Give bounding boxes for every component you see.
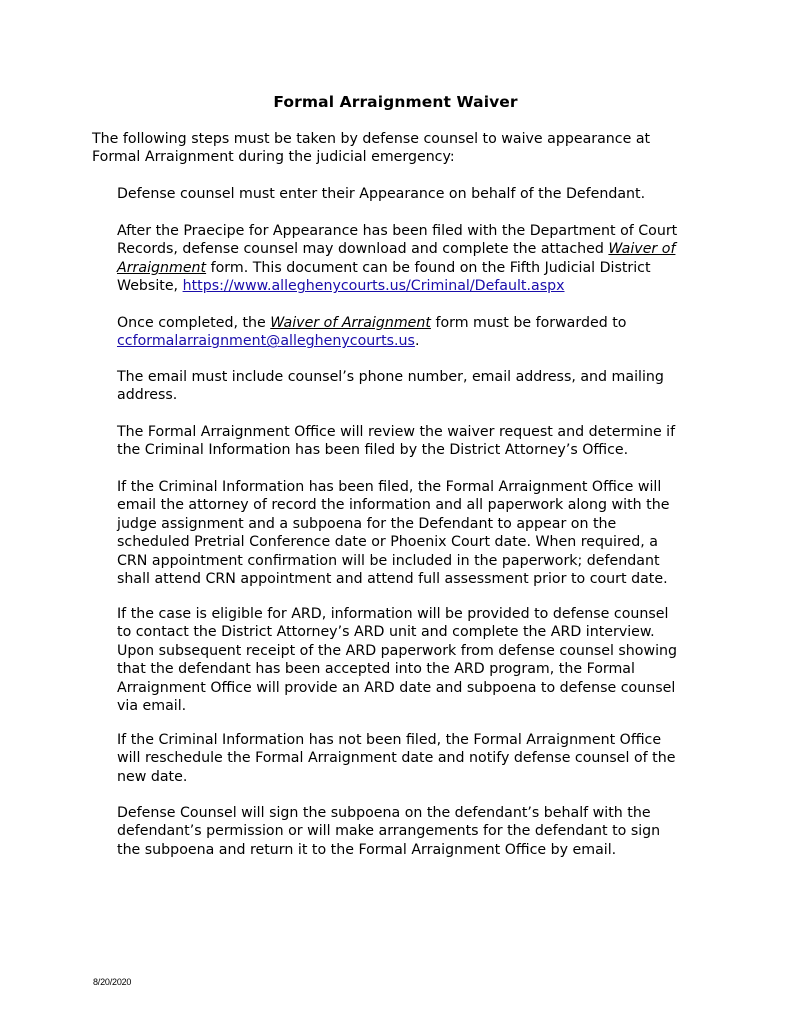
email-link[interactable]: ccformalarraignment@alleghenycourts.us xyxy=(117,333,415,350)
text-run: form. This document can be found on the Fifth Judicial District xyxy=(206,259,651,276)
step-information-not-filed xyxy=(117,731,675,786)
waiver-form-title: Arraignment xyxy=(117,259,207,276)
waiver-form-title: Waiver of Arraignment xyxy=(270,315,431,331)
text-line: The email must include counsel’s phone number, email address, and mailing xyxy=(117,369,664,385)
text-run: Website, xyxy=(117,278,183,295)
text-line: Formal Arraignment during the judicial emergency: xyxy=(92,149,455,166)
text-line: Arraignment Office will provide an ARD date and subpoena to defense counsel xyxy=(117,679,676,696)
text-line: the subpoena and return it to the Formal Arraignment Office by email. xyxy=(117,841,617,858)
text-run: Once completed, the xyxy=(117,315,271,331)
step-sign-subpoena xyxy=(117,804,660,859)
text-line: that the defendant has been accepted into the ARD program, the Formal xyxy=(117,661,635,678)
text-line: address. xyxy=(117,387,178,404)
text-line: judge assignment and a subpoena for the Defendant to appear on the xyxy=(117,515,617,532)
text-line: to contact the District Attorney’s ARD unit and complete the ARD interview. xyxy=(117,624,655,641)
text-line: new date. xyxy=(117,768,188,785)
text-line: If the case is eligible for ARD, information will be provided to defense counsel xyxy=(117,606,669,622)
text-line: scheduled Pretrial Conference date or Phoenix Court date. When required, a xyxy=(117,534,658,551)
step-information-filed xyxy=(117,478,669,588)
text-line xyxy=(117,277,677,295)
text-line: CRN appointment confirmation will be included in the paperwork; defendant xyxy=(117,552,660,569)
page-title: Formal Arraignment Waiver xyxy=(273,93,518,111)
text-line: If the Criminal Information has been filed, the Formal Arraignment Office will xyxy=(117,479,662,495)
criminal-division-link[interactable]: https://www.alleghenycourts.us/Criminal/Default.aspx xyxy=(182,278,565,295)
text-line xyxy=(117,240,677,258)
text-line xyxy=(117,332,626,350)
text-line: If the Criminal Information has not been filed, the Formal Arraignment Office xyxy=(117,732,662,748)
step-office-review xyxy=(117,423,675,460)
step-enter-appearance xyxy=(117,185,645,203)
text-line xyxy=(117,259,677,277)
text-line: the Criminal Information has been filed by the District Attorney’s Office. xyxy=(117,442,629,459)
text-line: via email. xyxy=(117,698,187,715)
text-run: form must be forwarded to xyxy=(430,315,627,331)
text-line: Defense counsel must enter their Appearance on behalf of the Defendant. xyxy=(117,186,646,202)
waiver-form-title: Waiver of xyxy=(608,241,676,258)
step-forward-form xyxy=(117,314,626,351)
text-line: Upon subsequent receipt of the ARD paperwork from defense counsel showing xyxy=(117,642,678,659)
intro-paragraph xyxy=(92,130,650,167)
text-line: Defense Counsel will sign the subpoena on the defendant’s behalf with the xyxy=(117,805,651,821)
text-line: After the Praecipe for Appearance has been filed with the Department of Court xyxy=(117,223,678,239)
step-email-contents xyxy=(117,368,664,405)
step-ard-eligible xyxy=(117,605,677,715)
text-run: Records, defense counsel may download and complete the attached xyxy=(117,241,609,258)
step-praecipe xyxy=(117,222,677,296)
text-run: . xyxy=(414,333,420,350)
text-line: The Formal Arraignment Office will review the waiver request and determine if xyxy=(117,424,676,440)
footer-date: 8/20/2020 xyxy=(93,977,132,987)
text-line: defendant’s permission or will make arrangements for the defendant to sign xyxy=(117,823,661,840)
text-line: will reschedule the Formal Arraignment date and notify defense counsel of the xyxy=(117,750,676,767)
text-line xyxy=(117,314,626,332)
text-line: email the attorney of record the information and all paperwork along with the xyxy=(117,497,670,514)
text-line: shall attend CRN appointment and attend full assessment prior to court date. xyxy=(117,571,668,588)
text-line: The following steps must be taken by defense counsel to waive appearance at xyxy=(92,131,651,147)
